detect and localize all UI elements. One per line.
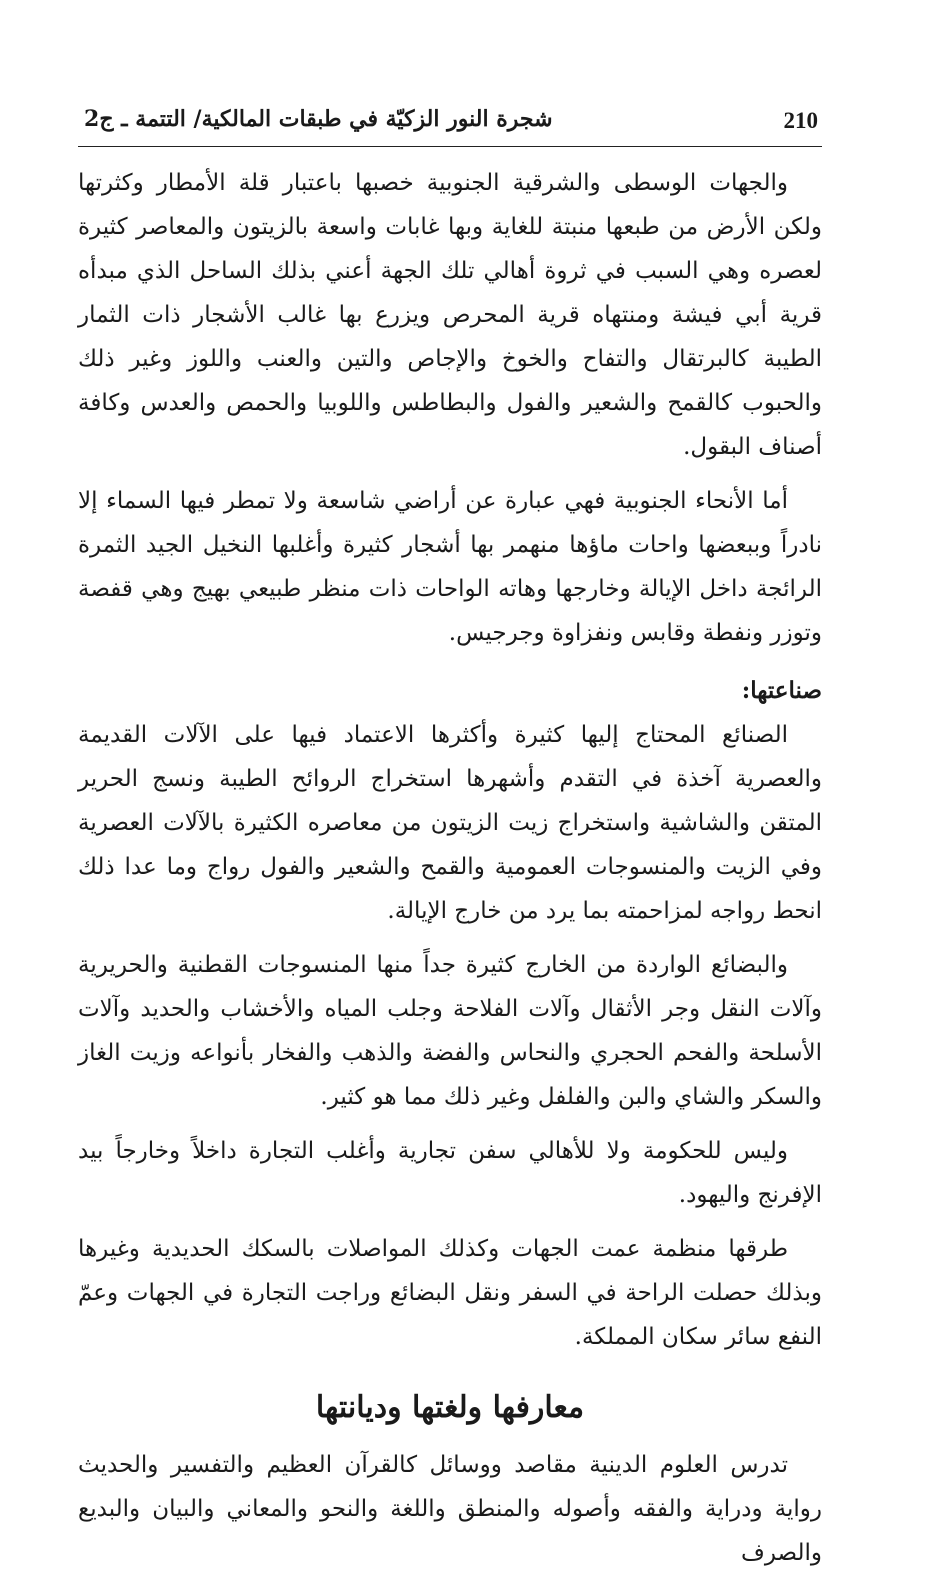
paragraph-roads: طرقها منظمة عمت الجهات وكذلك المواصلات بالسكك الحديدية وغيرها وبذلك حصلت الراحة في السفر ونقل البضائع وراجت التجارة في الجهات وعمّ النفع سائر سكان المملكة. (78, 1236, 822, 1350)
paragraph-imports: والبضائع الواردة من الخارج كثيرة جداً منها المنسوجات القطنية والحريرية وآلات النقل وجر الأثقال وآلات الفلاحة وجلب المياه والأخشاب والحديد وآلات الأسلحة والفحم الحجري والنحاس والفضة والذهب والفخار بأنواعه وزيت الغاز والسكر والشاي والبن والفلفل وغير ذلك مما هو كثير. (78, 952, 822, 1110)
paragraph-regions-center-east: والجهات الوسطى والشرقية الجنوبية خصبها باعتبار قلة الأمطار وكثرتها ولكن الأرض من طبعها منبتة للغاية وبها غابات واسعة بالزيتون والمعاصر كثيرة لعصره وهي السبب في ثروة أهالي تلك الجهة أعني بذلك الساحل الذي مبدأه قرية أبي فيشة ومنتهاه قرية المحرص ويزرع بها غالب الأشجار ذات الثمار الطيبة كالبرتقال والتفاح والخوخ والإجاص والتين والعنب واللوز وغير ذلك والحبوب كالقمح والشعير والفول والبطاطس واللوبيا والحمص والعدس وكافة أصناف البقول. (78, 170, 822, 460)
paragraph-industries: الصنائع المحتاج إليها كثيرة وأكثرها الاعتماد فيها على الآلات القديمة والعصرية آخذة في التقدم وأشهرها استخراج الروائح الطيبة ونسج الحرير المتقن والشاشية واستخراج زيت الزيتون من معاصره الكثيرة بالآلات العصرية وفي الزيت والمنسوجات العمومية والقمح والشعير والفول رواج وما عدا ذلك انحط رواجه لمزاحمته بما يرد من خارج الإيالة. (78, 722, 822, 924)
paragraph-education: تدرس العلوم الدينية مقاصد ووسائل كالقرآن العظيم والتفسير والحديث رواية ودراية والفقه وأصوله والمنطق واللغة والنحو والمعاني والبيان والبديع والصرف (78, 1452, 823, 1566)
book-page (78, 100, 822, 1575)
section-heading: معارفها ولغتها وديانتها (315, 1390, 585, 1425)
paragraph-southern-regions: أما الأنحاء الجنوبية فهي عبارة عن أراضي شاسعة ولا تمطر فيها السماء إلا نادراً وببعضها واحات ماؤها منهمر بها أشجار كثيرة وأغلبها النخيل الجيد الثمرة الرائجة داخل الإيالة وخارجها وهاته الواحات ذات منظر طبيعي بهيج وهي قفصة وتوزر ونفطة وقابس ونفزاوة وجرجيس. (78, 488, 822, 646)
running-title: شجرة النور الزكيّة في طبقات المالكية/ التتمة ـ ج2 (84, 106, 553, 132)
page-number: 210 (783, 108, 818, 133)
body-text (78, 161, 822, 1575)
paragraph-trade: وليس للحكومة ولا للأهالي سفن تجارية وأغلب التجارة داخلاً وخارجاً بيد الإفرنج واليهود. (78, 1138, 822, 1208)
running-header (78, 100, 822, 147)
subheading-industries: صناعتها: (741, 677, 822, 704)
